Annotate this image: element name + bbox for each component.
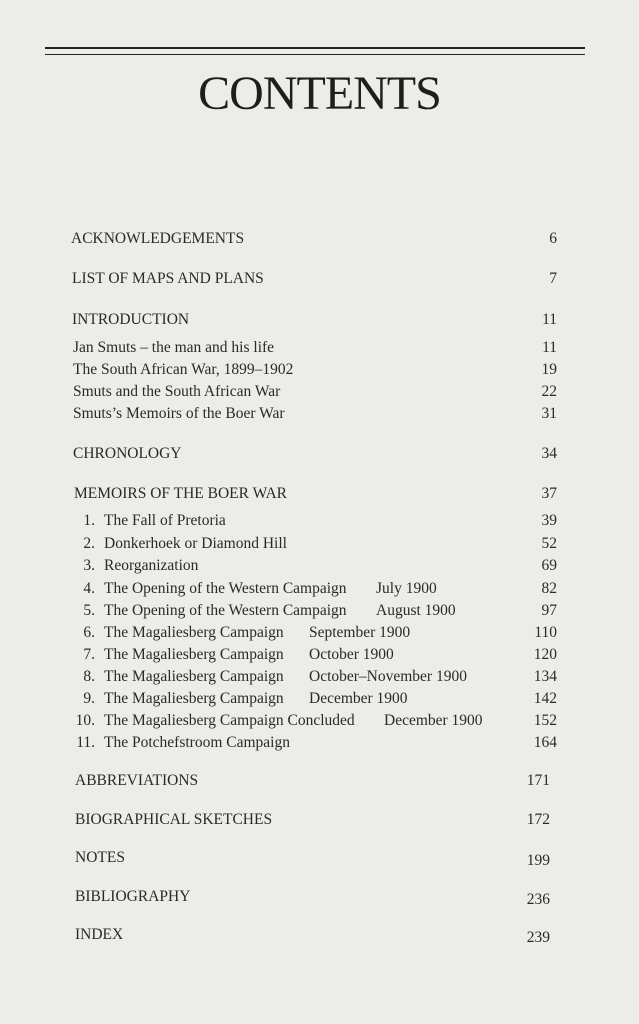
chapter-title: The Magaliesberg Campaign bbox=[104, 690, 284, 707]
chapter-row bbox=[0, 535, 639, 557]
chapter-date: December 1900 bbox=[309, 690, 408, 707]
toc-page: 22 bbox=[541, 383, 557, 400]
toc-page: 11 bbox=[542, 339, 557, 356]
chapter-number: 2. bbox=[83, 535, 95, 552]
chapter-number: 7. bbox=[83, 646, 95, 663]
chapter-row bbox=[0, 668, 639, 690]
chapter-title: The Opening of the Western Campaign bbox=[104, 580, 347, 597]
toc-page: 34 bbox=[541, 445, 557, 462]
toc-page: 69 bbox=[541, 557, 557, 574]
chapter-number: 9. bbox=[83, 690, 95, 707]
toc-page: 7 bbox=[549, 270, 557, 287]
chapter-title: The Magaliesberg Campaign bbox=[104, 668, 284, 685]
chapter-number: 3. bbox=[83, 557, 95, 574]
toc-page: 6 bbox=[549, 230, 557, 247]
chapter-date: October–November 1900 bbox=[309, 668, 467, 685]
toc-label: Smuts and the South African War bbox=[73, 383, 281, 400]
toc-row-intro-item bbox=[0, 339, 639, 361]
chapter-number: 4. bbox=[83, 580, 95, 597]
toc-page: 236 bbox=[526, 891, 550, 908]
toc-page: 82 bbox=[541, 580, 557, 597]
toc-row-acknowledgements bbox=[0, 230, 639, 252]
toc-label: BIOGRAPHICAL SKETCHES bbox=[75, 811, 273, 828]
chapter-title: The Opening of the Western Campaign bbox=[104, 602, 347, 619]
toc-label: LIST OF MAPS AND PLANS bbox=[72, 270, 264, 287]
chapter-number: 6. bbox=[83, 624, 95, 641]
page-title: CONTENTS bbox=[198, 67, 441, 120]
toc-row-index bbox=[0, 926, 639, 948]
chapter-date: July 1900 bbox=[376, 580, 437, 597]
toc-page: 37 bbox=[541, 485, 557, 502]
chapter-date: September 1900 bbox=[309, 624, 411, 641]
toc-label: BIBLIOGRAPHY bbox=[75, 888, 191, 905]
toc-page: 110 bbox=[534, 624, 557, 641]
chapter-date: December 1900 bbox=[384, 712, 483, 729]
chapter-row bbox=[0, 624, 639, 646]
toc-page: 11 bbox=[542, 311, 557, 328]
chapter-title: The Magaliesberg Campaign bbox=[104, 624, 284, 641]
toc-page: 97 bbox=[541, 602, 557, 619]
toc-label: Smuts’s Memoirs of the Boer War bbox=[73, 405, 285, 422]
chapter-title: The Potchefstroom Campaign bbox=[104, 734, 290, 751]
toc-label: INTRODUCTION bbox=[72, 311, 190, 328]
toc-page: 52 bbox=[541, 535, 557, 552]
toc-row-bibliography bbox=[0, 888, 639, 910]
toc-page: 171 bbox=[526, 772, 550, 789]
chapter-number: 5. bbox=[83, 602, 95, 619]
toc-page: 239 bbox=[526, 929, 550, 946]
toc-row-intro-item bbox=[0, 405, 639, 427]
toc-page: 39 bbox=[541, 512, 557, 529]
toc-label: ABBREVIATIONS bbox=[75, 772, 199, 789]
chapter-number: 1. bbox=[83, 512, 95, 529]
chapter-row bbox=[0, 734, 639, 756]
toc-row-maps bbox=[0, 270, 639, 292]
toc-row-chronology bbox=[0, 445, 639, 467]
chapter-row bbox=[0, 557, 639, 579]
chapter-date: August 1900 bbox=[376, 602, 456, 619]
chapter-row bbox=[0, 690, 639, 712]
toc-label: ACKNOWLEDGEMENTS bbox=[71, 230, 245, 247]
toc-label: The South African War, 1899–1902 bbox=[73, 361, 294, 378]
chapter-title: Donkerhoek or Diamond Hill bbox=[104, 535, 287, 552]
toc-page: 152 bbox=[533, 712, 557, 729]
chapter-row bbox=[0, 512, 639, 534]
toc-page: 31 bbox=[541, 405, 557, 422]
chapter-row bbox=[0, 602, 639, 624]
top-rule-thin bbox=[45, 54, 585, 55]
chapter-row bbox=[0, 580, 639, 602]
toc-page: 120 bbox=[533, 646, 557, 663]
top-rule-thick bbox=[45, 47, 585, 49]
toc-row-memoirs bbox=[0, 485, 639, 507]
toc-label: CHRONOLOGY bbox=[73, 445, 182, 462]
chapter-date: October 1900 bbox=[309, 646, 394, 663]
chapter-title: The Magaliesberg Campaign bbox=[104, 646, 284, 663]
chapter-row bbox=[0, 646, 639, 668]
toc-row-intro-item bbox=[0, 361, 639, 383]
chapter-number: 11. bbox=[76, 734, 95, 751]
toc-row-biographical bbox=[0, 811, 639, 833]
toc-page: 199 bbox=[526, 852, 550, 869]
toc-page: 19 bbox=[541, 361, 557, 378]
toc-row-abbreviations bbox=[0, 772, 639, 794]
chapter-number: 8. bbox=[83, 668, 95, 685]
toc-page: 164 bbox=[533, 734, 557, 751]
toc-page: 142 bbox=[533, 690, 557, 707]
chapter-title: Reorganization bbox=[104, 557, 199, 574]
chapter-title: The Fall of Pretoria bbox=[104, 512, 226, 529]
chapter-title: The Magaliesberg Campaign Concluded bbox=[104, 712, 355, 729]
toc-label: INDEX bbox=[75, 926, 124, 943]
toc-page: 172 bbox=[526, 811, 550, 828]
toc-row-intro-item bbox=[0, 383, 639, 405]
toc-label: Jan Smuts – the man and his life bbox=[73, 339, 275, 356]
toc-row-introduction bbox=[0, 311, 639, 333]
toc-label: MEMOIRS OF THE BOER WAR bbox=[74, 485, 288, 502]
toc-page: 134 bbox=[533, 668, 557, 685]
chapter-row bbox=[0, 712, 639, 734]
toc-row-notes bbox=[0, 849, 639, 871]
toc-label: NOTES bbox=[75, 849, 125, 866]
chapter-number: 10. bbox=[75, 712, 95, 729]
